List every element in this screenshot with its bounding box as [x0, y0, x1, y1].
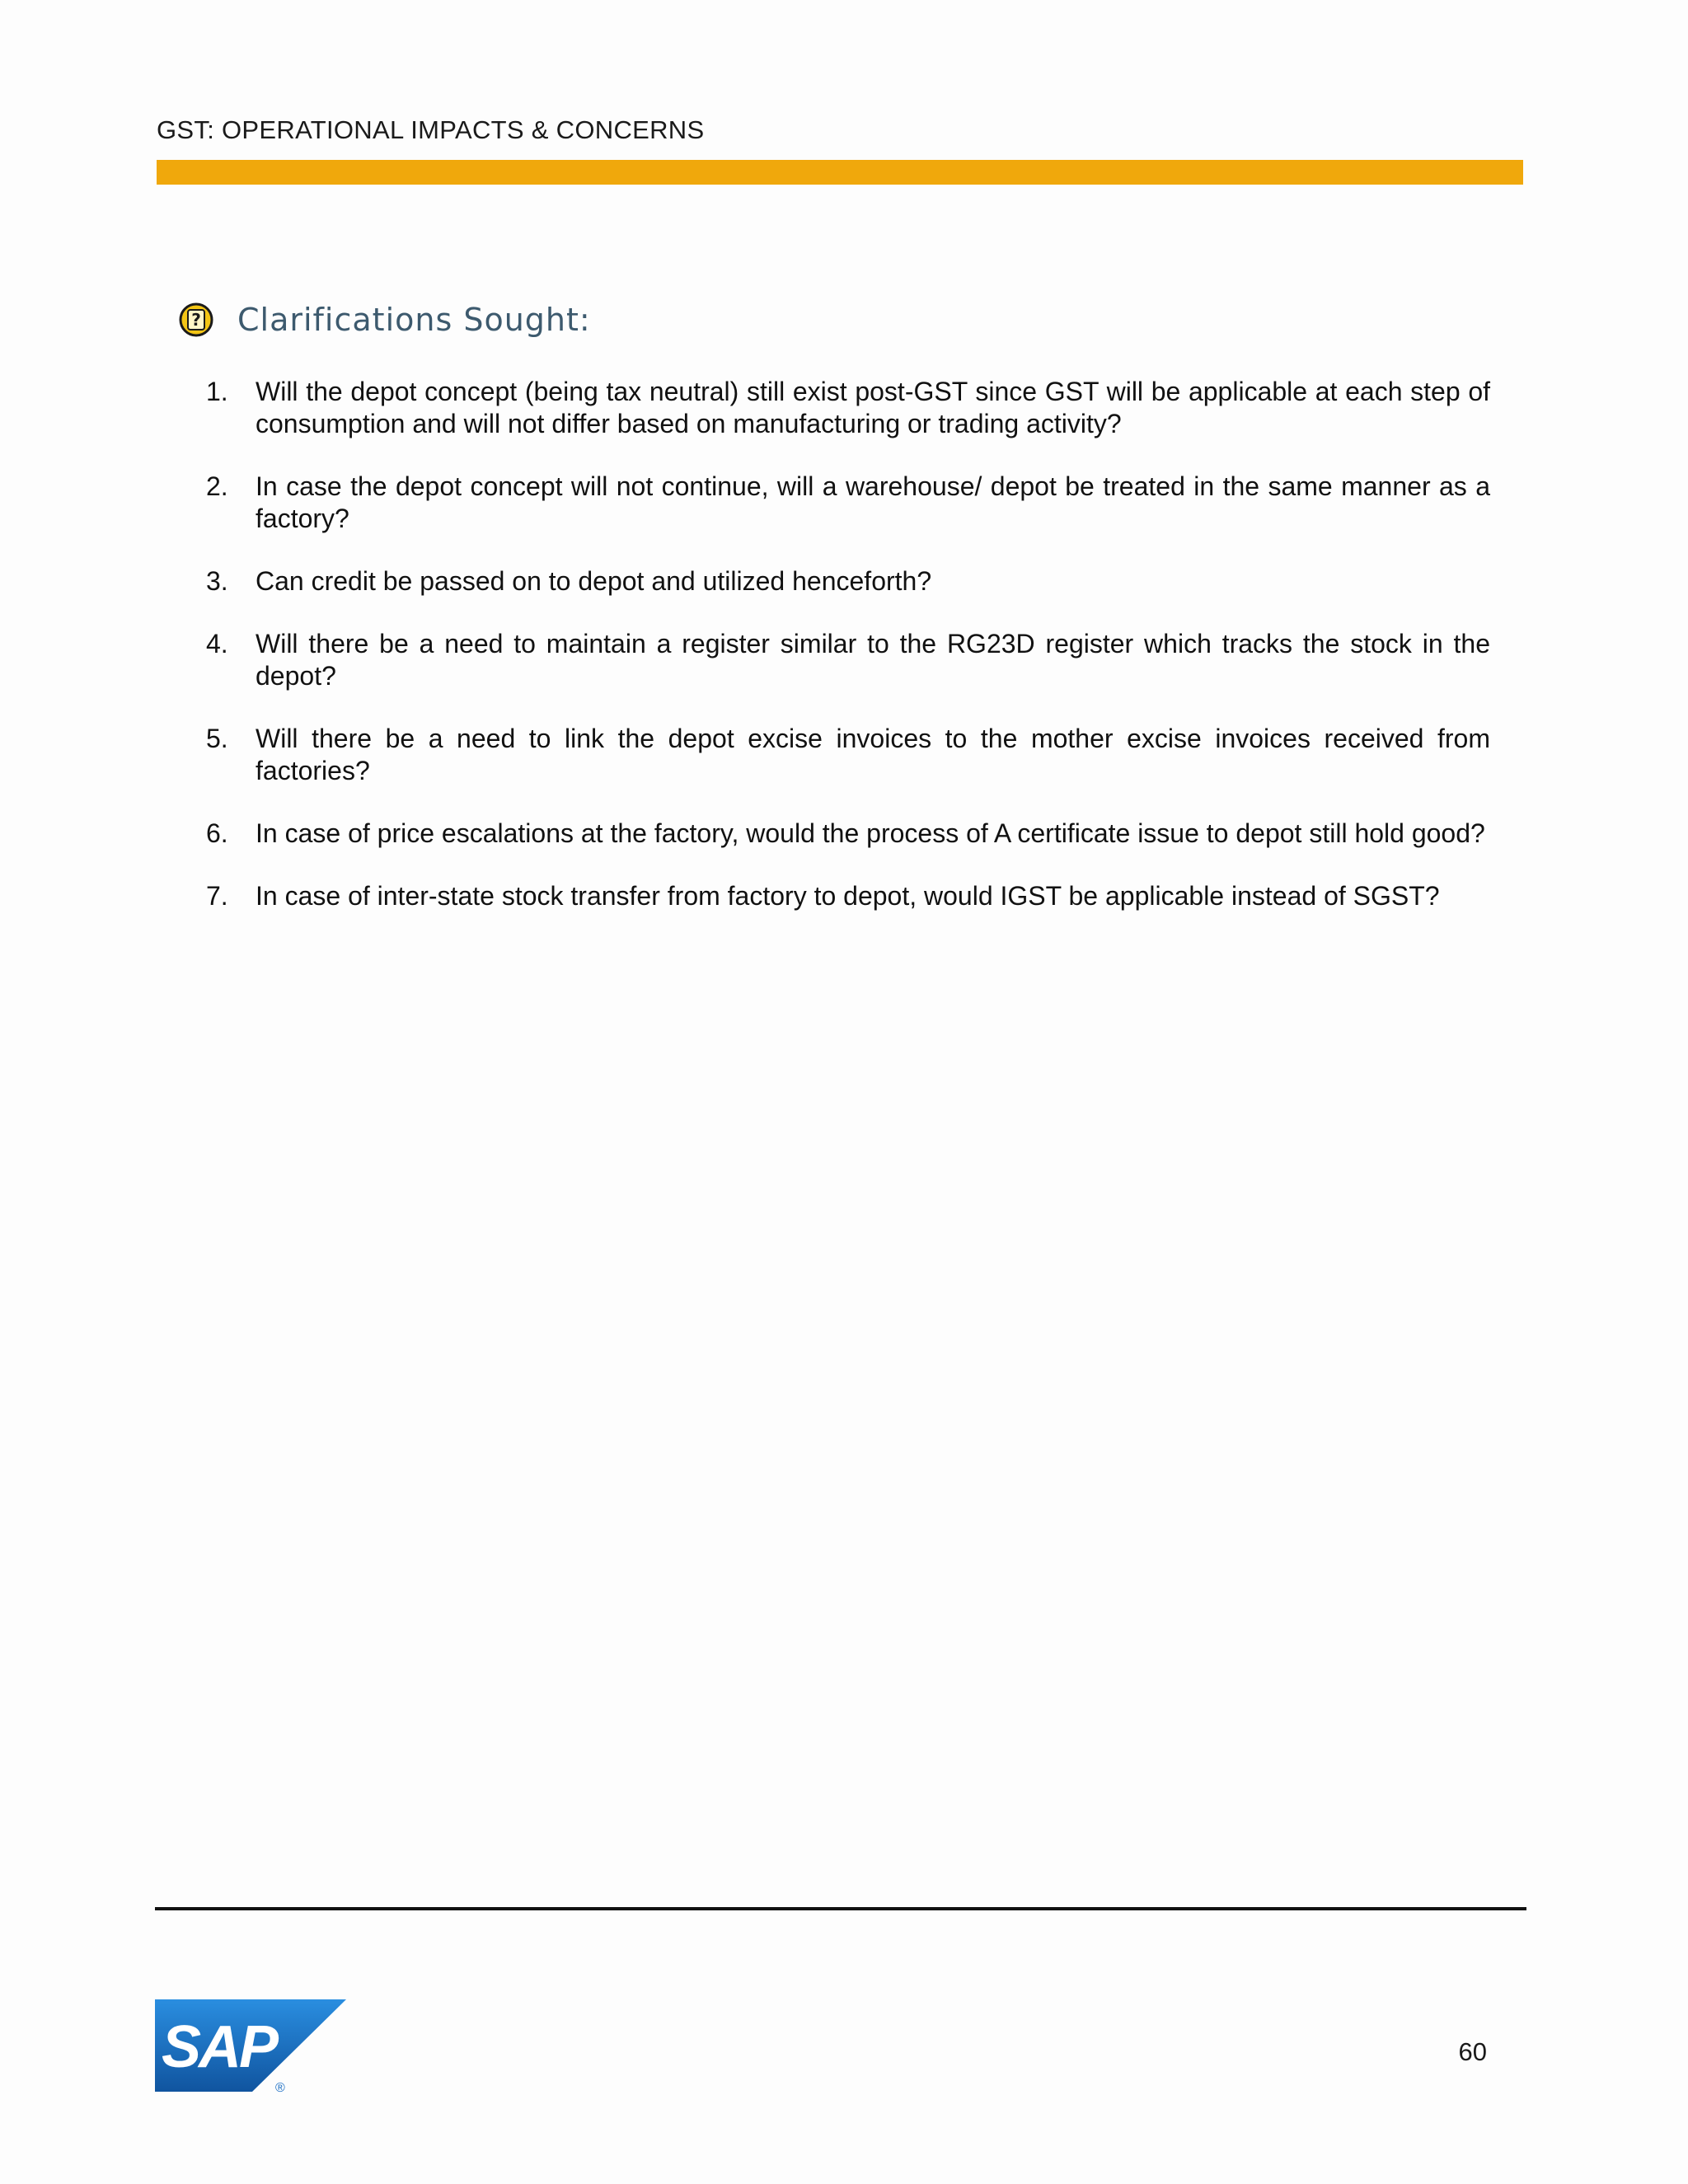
- item-text: Will there be a need to link the depot excise invoices to the mother excise invoices received from factories?: [256, 724, 1490, 785]
- list-item: [206, 471, 1490, 535]
- svg-text:?: ?: [191, 310, 201, 330]
- footer-rule: [155, 1907, 1526, 1910]
- list-item: [206, 376, 1490, 440]
- item-number: 5.: [206, 724, 228, 753]
- item-text: Will the depot concept (being tax neutral) still exist post-GST since GST will be applicable at each step of consumption and will not differ based on manufacturing or trading activity?: [256, 377, 1490, 438]
- running-header: GST: OPERATIONAL IMPACTS & CONCERNS: [157, 115, 705, 144]
- list-item: [206, 818, 1490, 850]
- list-item: [206, 628, 1490, 692]
- section-title: Clarifications Sought:: [237, 302, 591, 338]
- svg-text:®: ®: [275, 2081, 285, 2095]
- item-text: Can credit be passed on to depot and utilized henceforth?: [256, 566, 932, 596]
- item-number: 6.: [206, 818, 228, 848]
- item-number: 3.: [206, 566, 228, 596]
- clarifications-section: [178, 302, 591, 338]
- list-item: [206, 880, 1490, 912]
- header-accent-bar: [157, 160, 1523, 185]
- sap-logo-text: SAP: [162, 2014, 277, 2080]
- item-number: 4.: [206, 629, 228, 658]
- page-number: 60: [1458, 2037, 1487, 2066]
- item-text: In case of price escalations at the factory, would the process of A certificate issue to depot still hold good?: [256, 818, 1485, 848]
- sap-logo: [155, 1999, 346, 2095]
- item-text: In case of inter-state stock transfer from factory to depot, would IGST be applicable instead of SGST?: [256, 881, 1440, 911]
- item-text: Will there be a need to maintain a register similar to the RG23D register which tracks the stock in the depot?: [256, 629, 1490, 691]
- questions-list: [206, 376, 1490, 943]
- item-number: 1.: [206, 377, 228, 406]
- item-number: 2.: [206, 471, 228, 501]
- item-number: 7.: [206, 881, 228, 911]
- question-icon: [178, 302, 214, 338]
- list-item: [206, 723, 1490, 787]
- list-item: [206, 565, 1490, 598]
- item-text: In case the depot concept will not continue, will a warehouse/ depot be treated in the same manner as a factory?: [256, 471, 1490, 533]
